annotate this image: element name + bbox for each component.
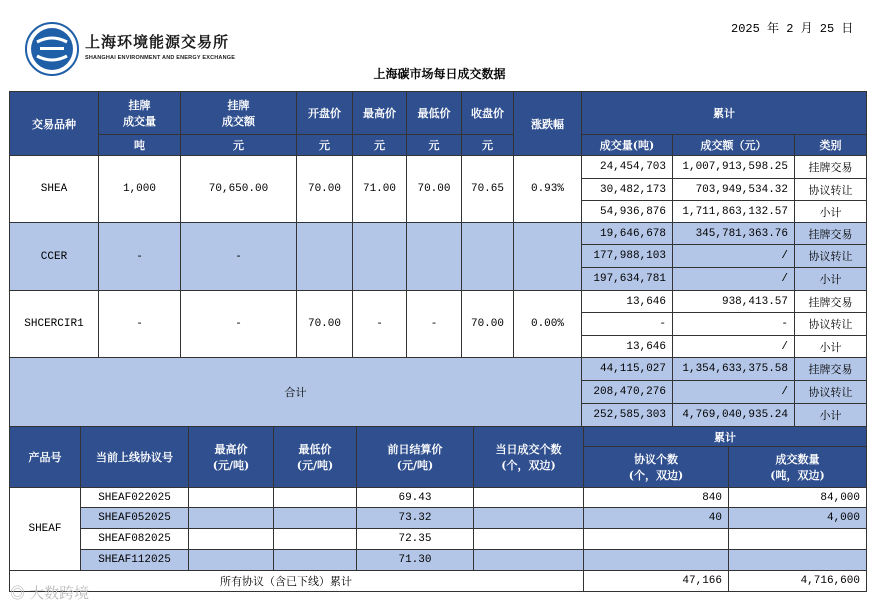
col-header-listed-amount: 挂牌 成交额 [181, 92, 297, 135]
col-header-cumulative: 累计 [582, 92, 867, 135]
contract-id: SHEAF112025 [81, 550, 189, 571]
cum-amount: - [673, 313, 795, 336]
settle-price: 72.35 [357, 529, 474, 550]
listed-volume: - [99, 291, 181, 358]
watermark-text: 大数跨境 [29, 585, 90, 602]
cum-type: 小计 [795, 201, 867, 223]
low-price [274, 508, 357, 529]
cum-contract-count: 40 [584, 508, 729, 529]
price-change: 0.00% [514, 291, 582, 358]
product-id: SHEAF [10, 488, 81, 571]
cum-type: 协议转让 [795, 381, 867, 404]
cum-volume: 30,482,173 [582, 179, 673, 201]
cum-volume: 252,585,303 [582, 404, 673, 427]
cum-contract-count [584, 529, 729, 550]
low-price [407, 223, 462, 291]
unit-yuan: 元 [181, 135, 297, 156]
table-row [10, 291, 867, 313]
cum-volume: 24,454,703 [582, 156, 673, 179]
cum-volume: 197,634,781 [582, 268, 673, 291]
contract-id: SHEAF082025 [81, 529, 189, 550]
total-row [10, 358, 867, 381]
total-deal-volume: 4,716,600 [729, 571, 867, 592]
col-header-product: 交易品种 [10, 92, 99, 156]
col-header-product-id: 产品号 [10, 427, 81, 488]
low-price [274, 488, 357, 508]
listed-amount: - [181, 223, 297, 291]
col-header-deal-volume: 成交数量 (吨，双边) [729, 447, 867, 488]
listed-volume: 1,000 [99, 156, 181, 223]
open-price: 70.00 [297, 291, 353, 358]
col-header-high: 最高价 [353, 92, 407, 135]
listed-amount: - [181, 291, 297, 358]
daily-count [474, 550, 584, 571]
listed-amount: 70,650.00 [181, 156, 297, 223]
cum-amount: 938,413.57 [673, 291, 795, 313]
col-header-cum-type: 类别 [795, 135, 867, 156]
footer-label: 所有协议（含已下线）累计 [10, 571, 584, 592]
daily-trading-table [9, 91, 867, 427]
col-header-change: 涨跌幅 [514, 92, 582, 156]
col-header-high-price: 最高价 (元/吨) [189, 427, 274, 488]
cum-deal-volume: 84,000 [729, 488, 867, 508]
cum-deal-volume [729, 550, 867, 571]
cum-deal-volume [729, 529, 867, 550]
cum-type: 挂牌交易 [795, 358, 867, 381]
total-label: 合计 [10, 358, 582, 427]
cum-amount: 703,949,534.32 [673, 179, 795, 201]
cum-type: 协议转让 [795, 179, 867, 201]
high-price [189, 529, 274, 550]
org-name-cn: 上海环境能源交易所 [85, 33, 230, 51]
col-header-cumulative: 累计 [584, 427, 867, 447]
cum-amount: 4,769,040,935.24 [673, 404, 795, 427]
table-row [10, 550, 867, 571]
close-price [462, 223, 514, 291]
daily-count [474, 529, 584, 550]
watermark-icon: ◎ [10, 585, 30, 602]
cum-volume: 13,646 [582, 291, 673, 313]
col-header-listed-volume: 挂牌 成交量 [99, 92, 181, 135]
col-header-close: 收盘价 [462, 92, 514, 135]
high-price [189, 508, 274, 529]
open-price: 70.00 [297, 156, 353, 223]
cum-amount: / [673, 245, 795, 268]
cum-volume: 13,646 [582, 336, 673, 358]
price-change [514, 223, 582, 291]
cum-amount: 1,007,913,598.25 [673, 156, 795, 179]
cum-volume: 44,115,027 [582, 358, 673, 381]
unit-yuan: 元 [407, 135, 462, 156]
table-row [10, 488, 867, 508]
cum-amount: / [673, 336, 795, 358]
high-price: - [353, 291, 407, 358]
footer-row [10, 571, 867, 592]
product-name: SHEA [10, 156, 99, 223]
cum-type: 小计 [795, 268, 867, 291]
settle-price: 73.32 [357, 508, 474, 529]
cum-contract-count: 840 [584, 488, 729, 508]
cum-volume: 177,988,103 [582, 245, 673, 268]
cum-amount: / [673, 268, 795, 291]
unit-ton: 吨 [99, 135, 181, 156]
close-price: 70.65 [462, 156, 514, 223]
cum-volume: - [582, 313, 673, 336]
high-price [189, 550, 274, 571]
cum-type: 挂牌交易 [795, 223, 867, 245]
col-header-cum-volume: 成交量(吨) [582, 135, 673, 156]
settle-price: 69.43 [357, 488, 474, 508]
contract-id: SHEAF052025 [81, 508, 189, 529]
product-name: CCER [10, 223, 99, 291]
table-row [10, 223, 867, 245]
col-header-cum-amount: 成交额（元） [673, 135, 795, 156]
unit-yuan: 元 [353, 135, 407, 156]
total-contract-count: 47,166 [584, 571, 729, 592]
col-header-low: 最低价 [407, 92, 462, 135]
col-header-settle-price: 前日结算价 (元/吨) [357, 427, 474, 488]
cum-deal-volume: 4,000 [729, 508, 867, 529]
cum-volume: 19,646,678 [582, 223, 673, 245]
table-row [10, 508, 867, 529]
cum-type: 协议转让 [795, 245, 867, 268]
low-price: - [407, 291, 462, 358]
org-name-en: SHANGHAI ENVIRONMENT AND ENERGY EXCHANGE [85, 55, 236, 61]
cum-amount: 1,711,863,132.57 [673, 201, 795, 223]
cum-volume: 54,936,876 [582, 201, 673, 223]
daily-count [474, 488, 584, 508]
col-header-low-price: 最低价 (元/吨) [274, 427, 357, 488]
low-price: 70.00 [407, 156, 462, 223]
high-price [189, 488, 274, 508]
forward-contracts-table [9, 426, 867, 592]
report-title: 上海碳市场每日成交数据 [373, 67, 506, 81]
cum-amount: 1,354,633,375.58 [673, 358, 795, 381]
col-header-daily-count: 当日成交个数 (个，双边) [474, 427, 584, 488]
watermark [10, 582, 89, 603]
col-header-open: 开盘价 [297, 92, 353, 135]
unit-yuan: 元 [297, 135, 353, 156]
cum-type: 挂牌交易 [795, 156, 867, 179]
settle-price: 71.30 [357, 550, 474, 571]
high-price [353, 223, 407, 291]
cum-type: 挂牌交易 [795, 291, 867, 313]
table-row [10, 529, 867, 550]
close-price: 70.00 [462, 291, 514, 358]
low-price [274, 529, 357, 550]
cum-contract-count [584, 550, 729, 571]
daily-count [474, 508, 584, 529]
cum-type: 协议转让 [795, 313, 867, 336]
cum-amount: / [673, 381, 795, 404]
low-price [274, 550, 357, 571]
product-name: SHCERCIR1 [10, 291, 99, 358]
open-price [297, 223, 353, 291]
cum-volume: 208,470,276 [582, 381, 673, 404]
cum-type: 小计 [795, 404, 867, 427]
cum-amount: 345,781,363.76 [673, 223, 795, 245]
high-price: 71.00 [353, 156, 407, 223]
col-header-contract: 当前上线协议号 [81, 427, 189, 488]
cum-type: 小计 [795, 336, 867, 358]
listed-volume: - [99, 223, 181, 291]
table-row [10, 156, 867, 179]
col-header-contract-count: 协议个数 (个，双边) [584, 447, 729, 488]
unit-yuan: 元 [462, 135, 514, 156]
price-change: 0.93% [514, 156, 582, 223]
contract-id: SHEAF022025 [81, 488, 189, 508]
report-date: 2025 年 2 月 25 日 [731, 22, 854, 36]
